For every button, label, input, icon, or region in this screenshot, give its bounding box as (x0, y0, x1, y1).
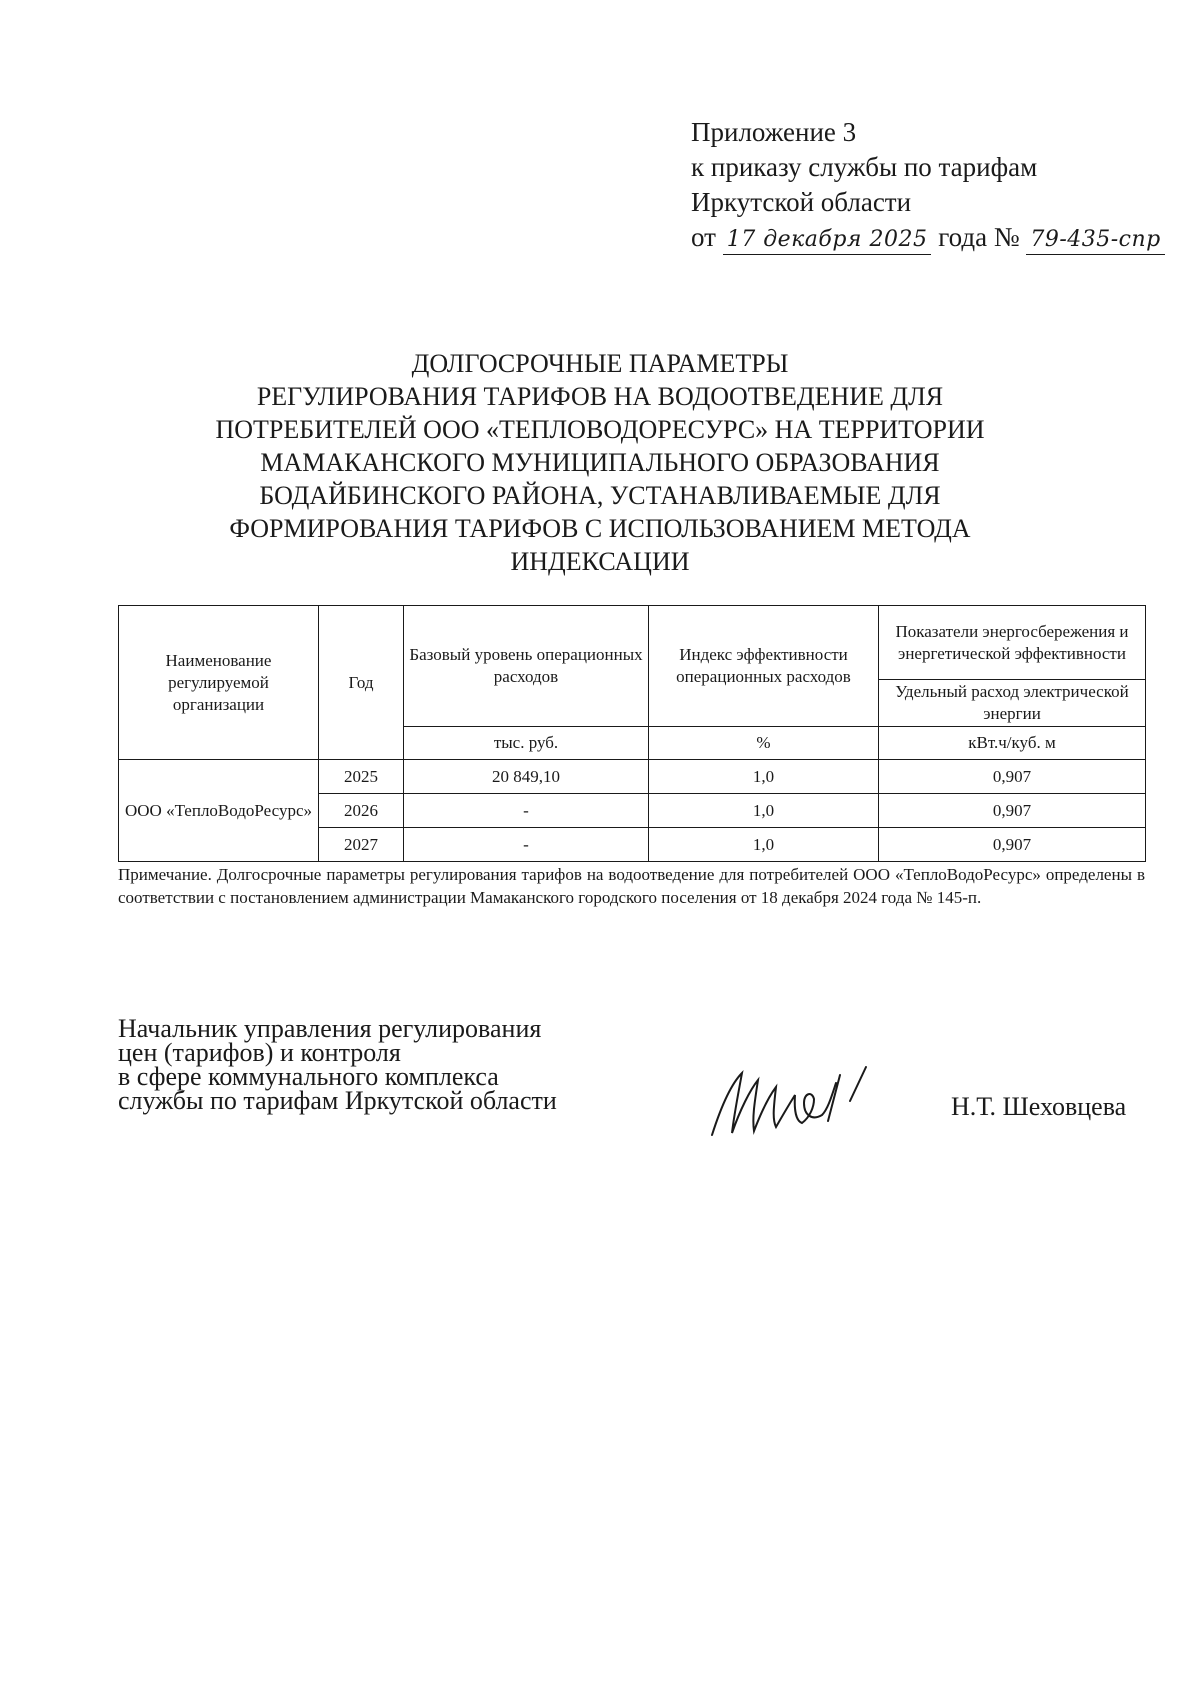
signatory-position (118, 1014, 638, 1115)
appendix-header (691, 115, 1181, 255)
title-line: БОДАЙБИНСКОГО РАЙОНА, УСТАНАВЛИВАЕМЫЕ ДЛЯ (259, 481, 941, 510)
title-line: ДОЛГОСРОЧНЫЕ ПАРАМЕТРЫ (411, 349, 789, 378)
base-cost-cell: - (404, 828, 649, 862)
signer-name: Н.Т. Шеховцева (951, 1092, 1127, 1121)
year-cell: 2027 (319, 828, 404, 862)
base-cost-cell: - (404, 794, 649, 828)
header-efficiency-index: Индекс эффективности операционных расходов (649, 606, 879, 727)
efficiency-index-cell: 1,0 (649, 794, 879, 828)
org-name-cell: ООО «ТеплоВодоРесурс» (119, 760, 319, 862)
position-line: Начальник управления регулирования (118, 1014, 542, 1043)
energy-cell: 0,907 (879, 828, 1146, 862)
title-line: ПОТРЕБИТЕЛЕЙ ООО «ТЕПЛОВОДОРЕСУРС» НА ТЕРРИТОРИИ (215, 415, 985, 444)
base-cost-cell: 20 849,10 (404, 760, 649, 794)
parameters-table (118, 605, 1146, 862)
unit-energy: кВт.ч/куб. м (879, 727, 1146, 760)
efficiency-index-cell: 1,0 (649, 828, 879, 862)
date-prefix: от (691, 222, 716, 252)
position-line: службы по тарифам Иркутской области (118, 1086, 557, 1115)
header-year: Год (319, 606, 404, 760)
title-line: МАМАКАНСКОГО МУНИЦИПАЛЬНОГО ОБРАЗОВАНИЯ (260, 448, 940, 477)
handwritten-date: 17 декабря 2025 (723, 226, 932, 255)
position-line: цен (тарифов) и контроля (118, 1038, 401, 1067)
energy-cell: 0,907 (879, 794, 1146, 828)
unit-efficiency-index: % (649, 727, 879, 760)
title-line: РЕГУЛИРОВАНИЯ ТАРИФОВ НА ВОДООТВЕДЕНИЕ ДЛЯ (256, 382, 944, 411)
appendix-region: Иркутской области (691, 187, 912, 217)
document-title (150, 347, 1050, 578)
appendix-order-ref: к приказу службы по тарифам (691, 152, 1038, 182)
year-cell: 2026 (319, 794, 404, 828)
header-base-cost: Базовый уровень операционных расходов (404, 606, 649, 727)
table-row (119, 760, 1146, 794)
position-line: в сфере коммунального комплекса (118, 1062, 499, 1091)
appendix-date-line (691, 220, 1181, 255)
title-line: ИНДЕКСАЦИИ (510, 547, 690, 576)
handwritten-signature (700, 1055, 900, 1145)
year-cell: 2025 (319, 760, 404, 794)
header-org: Наименование регулируемой организации (119, 606, 319, 760)
unit-base-cost: тыс. руб. (404, 727, 649, 760)
number-label: года № (938, 222, 1020, 252)
handwritten-order-number: 79-435-спр (1026, 226, 1164, 255)
energy-cell: 0,907 (879, 760, 1146, 794)
appendix-number: Приложение 3 (691, 117, 857, 147)
efficiency-index-cell: 1,0 (649, 760, 879, 794)
title-line: ФОРМИРОВАНИЯ ТАРИФОВ С ИСПОЛЬЗОВАНИЕМ МЕТОДА (229, 514, 971, 543)
header-energy-sub: Удельный расход электрической энергии (879, 680, 1146, 727)
table-note: Примечание. Долгосрочные параметры регулирования тарифов на водоотведение для потребителей ООО «ТеплоВодоРесурс» определены в соответствии с постановлением администрации Мамаканского городского поселения от 18 декабря 2024 года № 145-п. (118, 865, 1145, 907)
header-energy-group: Показатели энергосбережения и энергетической эффективности (879, 606, 1146, 680)
